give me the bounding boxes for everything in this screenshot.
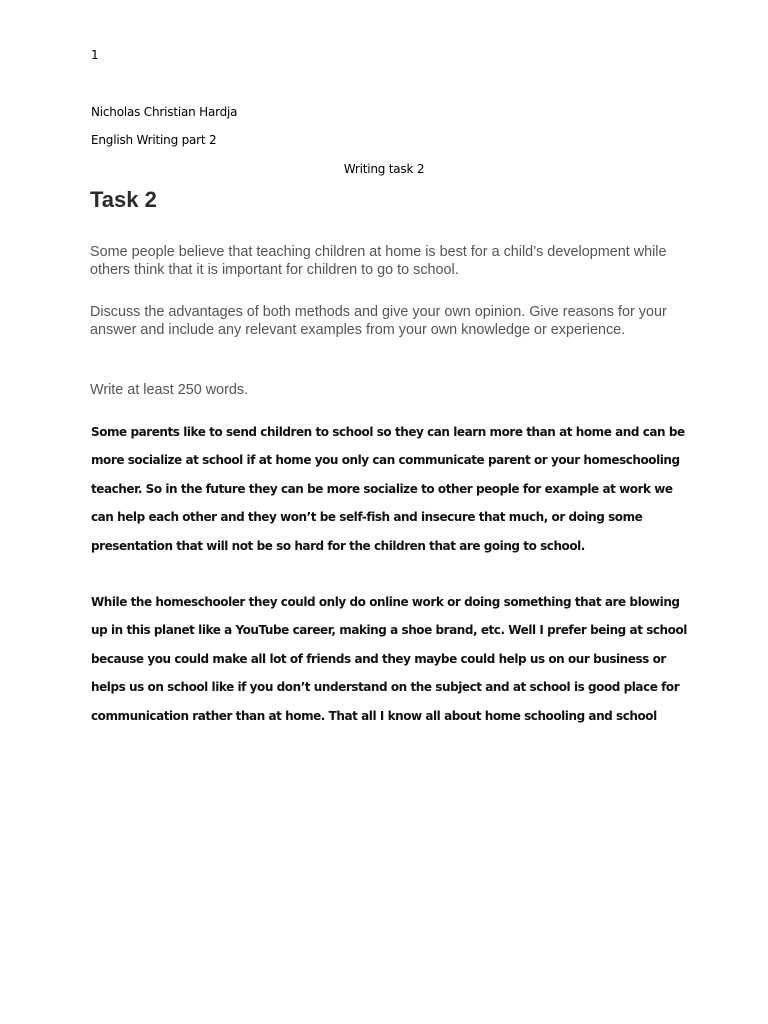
task-label: Writing task 2 xyxy=(343,162,425,176)
page-number: 1 xyxy=(91,48,99,62)
prompt-instruction: Write at least 250 words. xyxy=(90,382,249,398)
essay-line: up in this planet like a YouTube career, making a shoe brand, etc. Well I prefer being at school xyxy=(91,623,687,638)
essay-line: helps us on school like if you don’t understand on the subject and at school is good place for xyxy=(91,680,680,695)
task-heading: Task 2 xyxy=(90,187,157,212)
essay-paragraph-2 xyxy=(91,588,691,730)
author-name: Nicholas Christian Hardja xyxy=(91,105,238,119)
prompt-paragraph-2: Discuss the advantages of both methods and give your own opinion. Give reasons for your answer and include any relevant examples from your own knowledge or experience. xyxy=(90,304,667,338)
essay-line: presentation that will not be so hard for the children that are going to school. xyxy=(91,538,585,553)
essay-line: because you could make all lot of friends and they maybe could help us on our business or xyxy=(91,651,666,666)
essay-line: can help each other and they won’t be self-fish and insecure that much, or doing some xyxy=(91,510,643,525)
essay-line: more socialize at school if at home you only can communicate parent or your homeschooling xyxy=(91,453,680,468)
essay-line: teacher. So in the future they can be more socialize to other people for example at work we xyxy=(91,481,673,496)
essay-line: Some parents like to send children to school so they can learn more than at home and can be xyxy=(91,425,685,439)
essay-line: communication rather than at home. That all I know all about home schooling and school xyxy=(91,708,657,723)
essay-paragraph-1 xyxy=(91,418,691,560)
course-name: English Writing part 2 xyxy=(91,133,217,147)
essay-line: While the homeschooler they could only do online work or doing something that are blowing xyxy=(91,595,680,609)
prompt-paragraph-1: Some people believe that teaching children at home is best for a child’s development while others think that it is important for children to go to school. xyxy=(90,244,667,278)
